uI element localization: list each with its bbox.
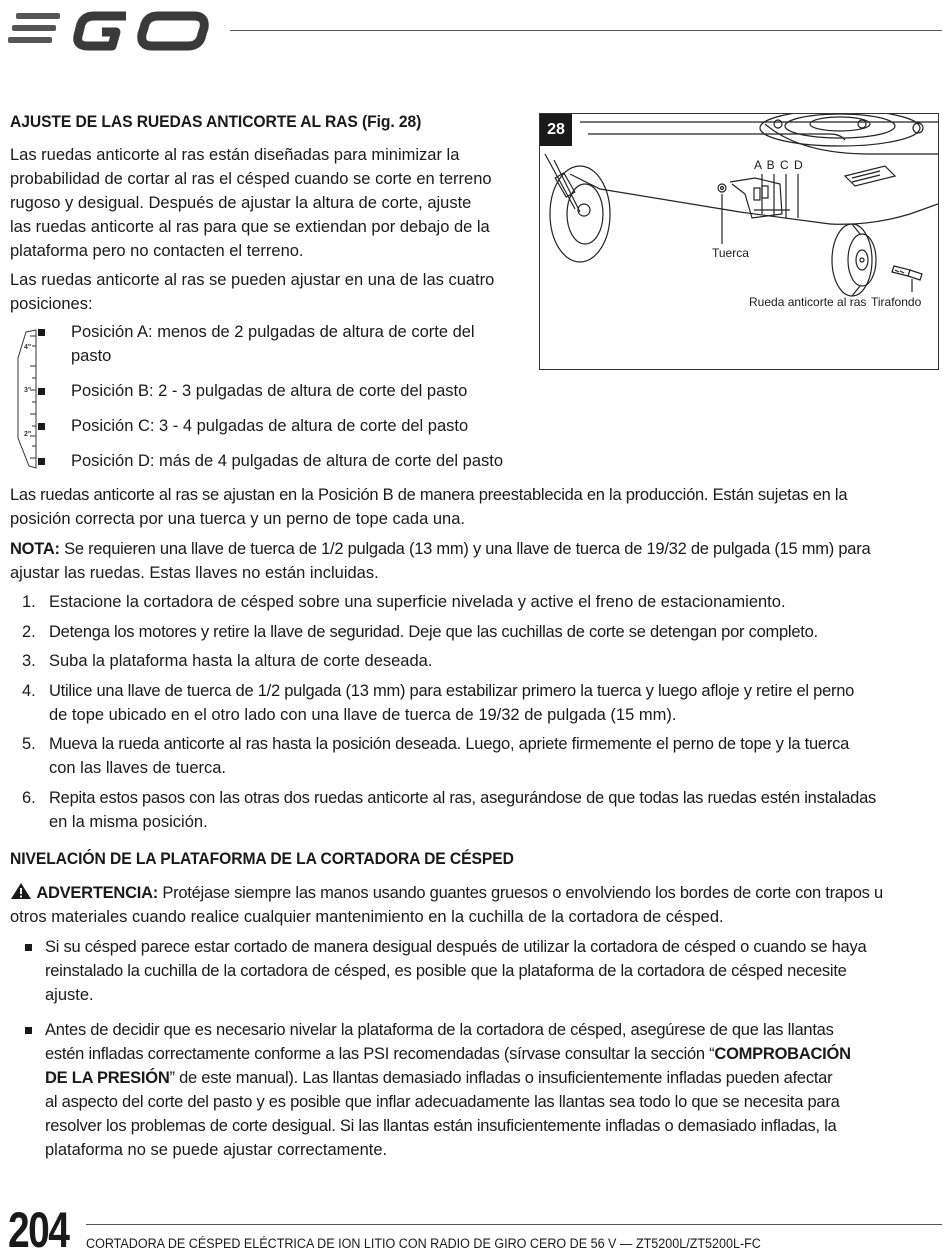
step-text: Estacione la cortadora de césped sobre una superficie nivelada y active el freno de estacionamiento. [49,593,786,611]
height-scale-diagram [16,328,42,475]
step-text: con las llaves de tuerca. [49,759,227,777]
bullet2-line: plataforma no se puede ajustar correctamente. [45,1141,388,1159]
scale-label-2in: 2" [24,431,32,438]
intro-paragraph [10,143,530,263]
bullet2-line: al aspecto del corte del pasto y es posible que inflar adecuadamente las llantas sea todo lo que se necesita para [45,1093,840,1111]
warning-text: Protéjase siempre las manos usando guantes gruesos o envolviendo los bordes de corte con trapos u [158,884,883,902]
warning-paragraph [10,881,945,929]
step-number: 5. [22,735,36,753]
warning-icon [10,882,32,900]
note-line2: ajustar las ruedas. Estas llaves no están incluidas. [10,564,379,582]
intro-line: probabilidad de cortar al ras el césped cuando se corte en terreno [10,170,492,188]
intro-line: rugoso y desigual. Después de ajustar la altura de corte, ajuste [10,194,472,212]
bullet2-text: estén infladas correctamente conforme a las PSI recomendadas (sírvase consultar la sección “ [45,1045,715,1063]
ego-logo [8,6,214,57]
label-tirafondo: Tirafondo [871,295,922,309]
preset-paragraph [10,483,945,531]
note-label: NOTA: [10,540,60,558]
step-text: Utilice una llave de tuerca de 1/2 pulgada (13 mm) para estabilizar primero la tuerca y luego afloje y retire el perno [49,682,855,700]
bullet-square [38,329,45,336]
step-text: Suba la plataforma hasta la altura de corte deseada. [49,652,433,670]
preset-line: posición correcta por una tuerca y un perno de tope cada una. [10,510,465,528]
position-a-line2: pasto [71,347,112,365]
scale-label-4in: 4" [24,344,32,351]
position-a-line1: Posición A: menos de 2 pulgadas de altura de corte del [71,323,475,341]
figure-number: 28 [540,114,572,146]
positions-intro [10,268,530,316]
step-number: 1. [22,593,36,611]
intro-line: plataforma pero no contacten el terreno. [10,242,304,260]
pressure-check-reference: COMPROBACIÓN [714,1045,851,1063]
positions-intro-line: posiciones: [10,295,93,313]
warning-label: ADVERTENCIA: [36,884,159,902]
warning-line2: otros materiales cuando realice cualquier mantenimiento en la cuchilla de la cortadora de césped. [10,908,724,926]
preset-line: Las ruedas anticorte al ras se ajustan en la Posición B de manera preestablecida en la producción. Están sujetas en la [10,486,848,504]
step-text: Mueva la rueda anticorte al ras hasta la posición deseada. Luego, apriete firmemente el perno de tope y la tuerca [49,735,850,753]
position-b-line: Posición B: 2 - 3 pulgadas de altura de corte del pasto [71,382,468,400]
header-rule [230,30,942,31]
bullet-square [38,423,45,430]
note-paragraph [10,537,945,585]
intro-line: Las ruedas anticorte al ras están diseñadas para minimizar la [10,146,460,164]
bullet1-line: Si su césped parece estar cortado de manera desigual después de utilizar la cortadora de césped o cuando se haya [45,938,867,956]
position-c-line: Posición C: 3 - 4 pulgadas de altura de corte del pasto [71,417,469,435]
bullet-square [25,1027,32,1034]
pressure-check-reference-cont: DE LA PRESIÓN [45,1069,170,1087]
step-number: 6. [22,789,36,807]
section-title-deck-leveling: NIVELACIÓN DE LA PLATAFORMA DE LA CORTADORA DE CÉSPED [10,850,514,868]
bullet2-line: Antes de decidir que es necesario nivelar la plataforma de la cortadora de césped, asegúrese de que las llantas [45,1021,834,1039]
intro-line: las ruedas anticorte al ras para que se extiendan por debajo de la [10,218,490,236]
step-number: 3. [22,652,36,670]
positions-intro-line: Las ruedas anticorte al ras se pueden ajustar en una de las cuatro [10,271,495,289]
bullet-square [38,458,45,465]
position-d-line: Posición D: más de 4 pulgadas de altura de corte del pasto [71,452,504,470]
bullet2-text: ” de este manual). Las llantas demasiado infladas o insuficientemente infladas pueden afectar [169,1069,833,1087]
page-number: 204 [8,1202,69,1258]
step-text: Repita estos pasos con las otras dos ruedas anticorte al ras, asegurándose de que todas las ruedas estén instaladas [49,789,877,807]
scale-label-3in: 3" [24,387,32,394]
section-title-flush-wheels: AJUSTE DE LAS RUEDAS ANTICORTE AL RAS (Fig. 28) [10,113,422,131]
bullet2-line: resolver los problemas de corte desigual. Si las llantas están insuficientemente infladas o demasiado infladas, la [45,1117,837,1135]
footer-title: CORTADORA DE CÉSPED ELÉCTRICA DE ION LITIO CON RADIO DE GIRO CERO DE 56 V — ZT5200L/ZT5200L-FC [86,1236,761,1251]
figure-28 [539,113,939,370]
mower-deck-illustration [540,114,938,369]
bullet-square [38,388,45,395]
bullet1-line: ajuste. [45,986,94,1004]
note-text: Se requieren una llave de tuerca de 1/2 pulgada (13 mm) y una llave de tuerca de 19/32 de pulgada (15 mm) para [59,540,871,558]
label-abcd: A B C D [754,158,804,172]
step-text: Detenga los motores y retire la llave de seguridad. Deje que las cuchillas de corte se detengan por completo. [49,623,818,641]
step-number: 2. [22,623,36,641]
label-rueda-anticorte: Rueda anticorte al ras [749,295,867,309]
bullet-square [25,944,32,951]
step-number: 4. [22,682,36,700]
label-tuerca: Tuerca [712,246,749,260]
step-text: en la misma posición. [49,813,208,831]
footer-rule [86,1224,942,1225]
step-text: de tope ubicado en el otro lado con una llave de tuerca de 19/32 de pulgada (15 mm). [49,706,677,724]
bullet1-line: reinstalado la cuchilla de la cortadora de césped, es posible que la plataforma de la cortadora de césped necesite [45,962,847,980]
